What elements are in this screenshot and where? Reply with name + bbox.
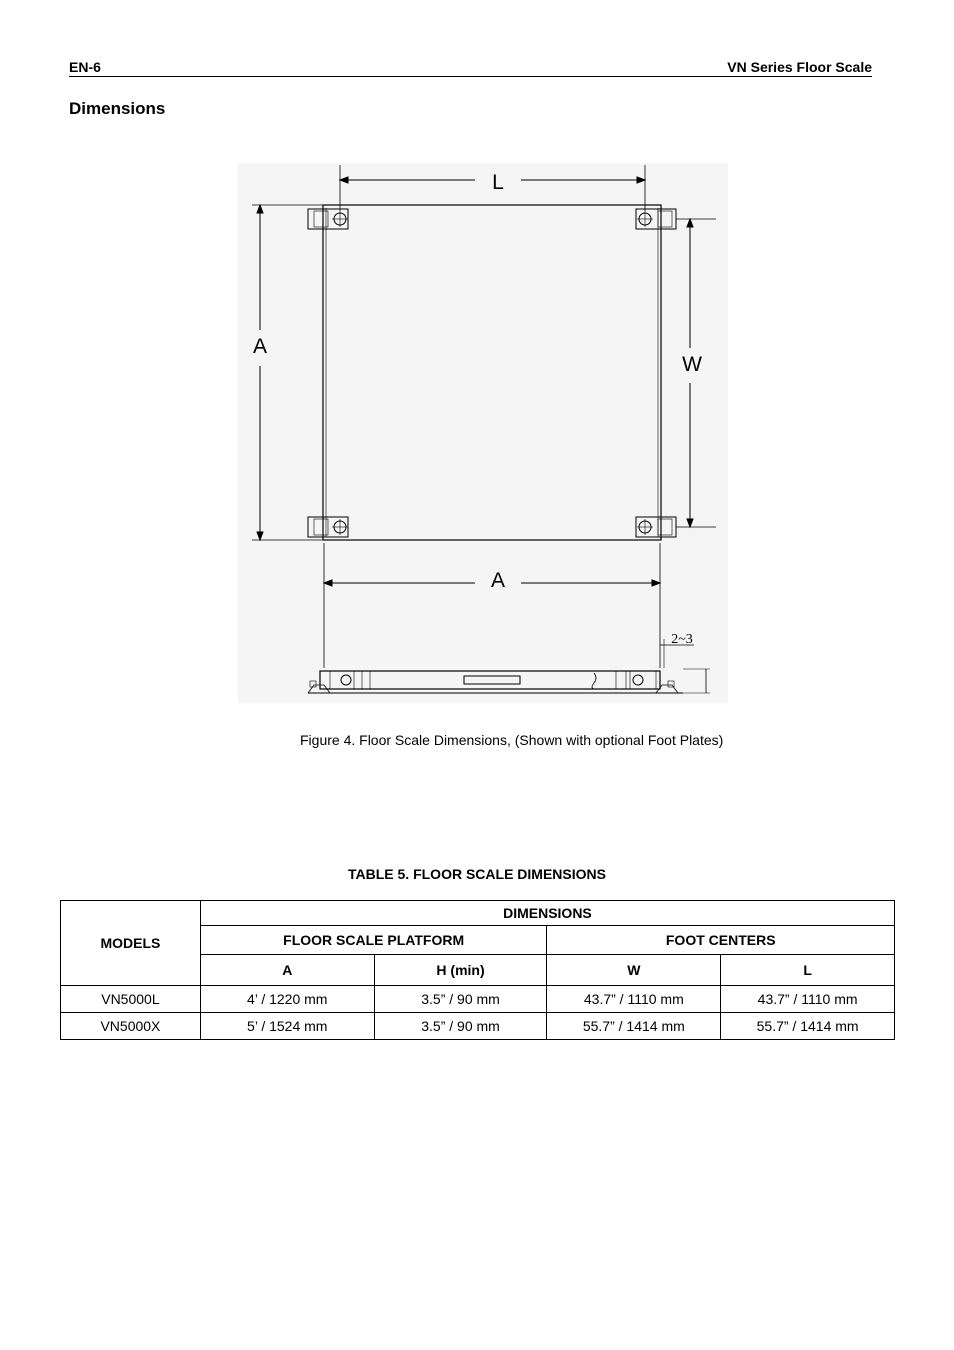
header-platform: FLOOR SCALE PLATFORM (200, 926, 547, 955)
header-h: H (min) (374, 955, 547, 986)
header-foot-centers: FOOT CENTERS (547, 926, 895, 955)
cell-a: 4’ / 1220 mm (200, 986, 374, 1013)
cell-model: VN5000X (61, 1013, 201, 1040)
cell-model: VN5000L (61, 986, 201, 1013)
dimension-drawing (238, 163, 728, 703)
header-dimensions: DIMENSIONS (200, 901, 894, 926)
header-w: W (547, 955, 721, 986)
label-gap: 2~3 (671, 632, 693, 647)
label-a-bottom: A (490, 569, 506, 592)
label-w: W (682, 353, 702, 376)
label-l: L (492, 171, 504, 194)
section-title: Dimensions (69, 99, 166, 118)
cell-h: 3.5” / 90 mm (374, 1013, 547, 1040)
page-number: EN-6 (69, 59, 101, 75)
table-title: TABLE 5. FLOOR SCALE DIMENSIONS (348, 866, 606, 882)
dimensions-table (60, 900, 895, 1040)
label-a-side: A (252, 335, 268, 358)
cell-h: 3.5” / 90 mm (374, 986, 547, 1013)
header-models: MODELS (61, 901, 201, 986)
cell-a: 5’ / 1524 mm (200, 1013, 374, 1040)
header-a: A (200, 955, 374, 986)
cell-w: 55.7” / 1414 mm (547, 1013, 721, 1040)
document-title: VN Series Floor Scale (727, 59, 872, 75)
page-header (69, 58, 872, 77)
table-row (61, 986, 895, 1013)
table-row (61, 1013, 895, 1040)
figure-caption: Figure 4. Floor Scale Dimensions, (Shown with optional Foot Plates) (300, 732, 724, 748)
header-row-1 (61, 901, 895, 926)
cell-l: 43.7” / 1110 mm (721, 986, 895, 1013)
floor-scale-dimensions-figure (238, 163, 728, 703)
header-l: L (721, 955, 895, 986)
cell-l: 55.7” / 1414 mm (721, 1013, 895, 1040)
cell-w: 43.7” / 1110 mm (547, 986, 721, 1013)
